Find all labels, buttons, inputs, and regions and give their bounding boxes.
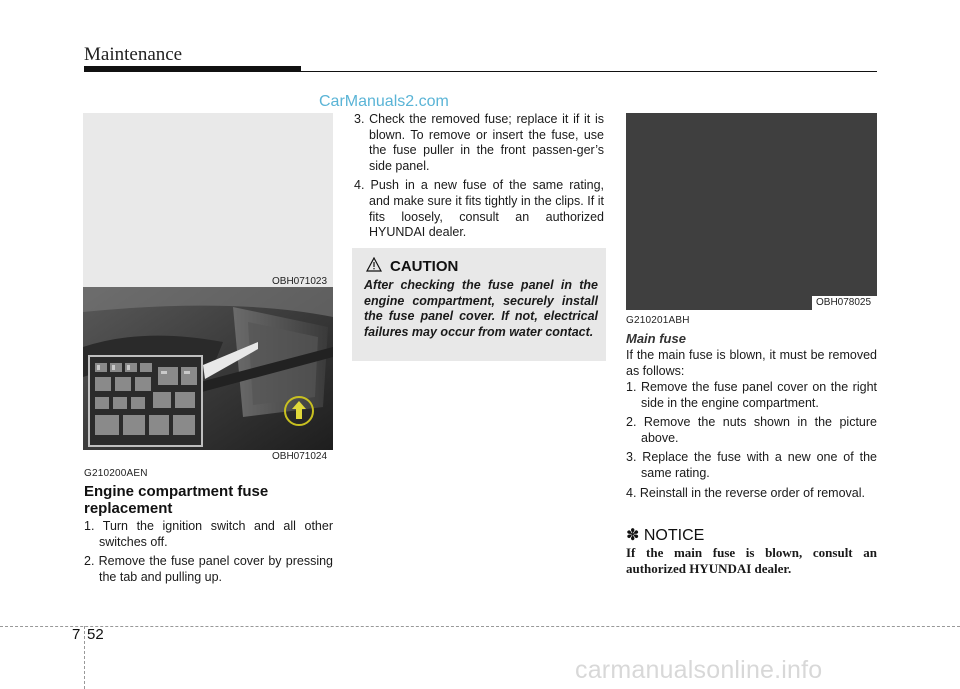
- caution-text: After checking the fuse panel in the engine compartment, securely install the fuse panel cover. If not, electrical failures may occur from water contact.: [364, 278, 598, 339]
- section-heading: Engine compartment fuse replacement: [84, 483, 269, 517]
- notice-heading: [626, 525, 704, 545]
- figure-label-top-left: OBH071023: [272, 276, 328, 287]
- step-list-left: [84, 519, 333, 589]
- main-fuse-intro: If the main fuse is blown, it must be removed as follows:: [626, 348, 877, 378]
- caution-box: [352, 248, 606, 361]
- engine-compartment-photo: [83, 287, 333, 450]
- notice-text: If the main fuse is blown, consult an authorized HYUNDAI dealer.: [626, 545, 877, 576]
- notice-title: NOTICE: [643, 527, 705, 544]
- chapter-number: 7: [72, 626, 81, 643]
- step-item: 1. Turn the ignition switch and all other switches off.: [84, 519, 333, 549]
- watermark-top: CarManuals2.com: [319, 93, 449, 110]
- main-fuse-photo: [626, 113, 877, 310]
- header-rule-thin: [84, 71, 877, 72]
- figure-label-engine-photo: OBH071024: [272, 451, 328, 462]
- section-code: G210200AEN: [84, 468, 148, 479]
- step-item: 4. Push in a new fuse of the same rating, and make sure it fits tightly in the clips. If it fits loosely, consult an authorized HYUNDAI dealer.: [354, 178, 604, 240]
- step-item: 4. Reinstall in the reverse order of removal.: [626, 485, 865, 500]
- main-fuse-heading: Main fuse: [626, 331, 686, 346]
- section-title: Maintenance: [84, 44, 183, 65]
- step-item: 3. Replace the fuse with a new one of the same rating.: [626, 450, 877, 480]
- figure-label-right-photo: OBH078025: [816, 297, 872, 308]
- notice-symbol-icon: ✽: [626, 527, 640, 544]
- page-number: 52: [87, 626, 104, 643]
- footer-divider-vertical: [84, 626, 85, 689]
- warning-triangle-icon: [366, 257, 382, 272]
- figure-placeholder-top-left: [83, 113, 333, 287]
- step-item: 1. Remove the fuse panel cover on the right side in the engine compartment.: [626, 380, 877, 410]
- step-list-right: [626, 380, 877, 505]
- footer-divider: [0, 626, 960, 627]
- engine-compartment-illustration: [83, 287, 333, 450]
- step-item: 2. Remove the nuts shown in the picture above.: [626, 415, 877, 445]
- caution-title: CAUTION: [390, 258, 459, 275]
- watermark-bottom: carmanualsonline.info: [575, 656, 823, 684]
- main-fuse-code: G210201ABH: [626, 315, 690, 326]
- step-list-middle: [354, 112, 604, 245]
- step-item: 2. Remove the fuse panel cover by pressing the tab and pulling up.: [84, 554, 333, 584]
- step-item: 3. Check the removed fuse; replace it if it is blown. To remove or insert the fuse, use the fuse puller in the front passen-ger’s side panel.: [354, 112, 604, 173]
